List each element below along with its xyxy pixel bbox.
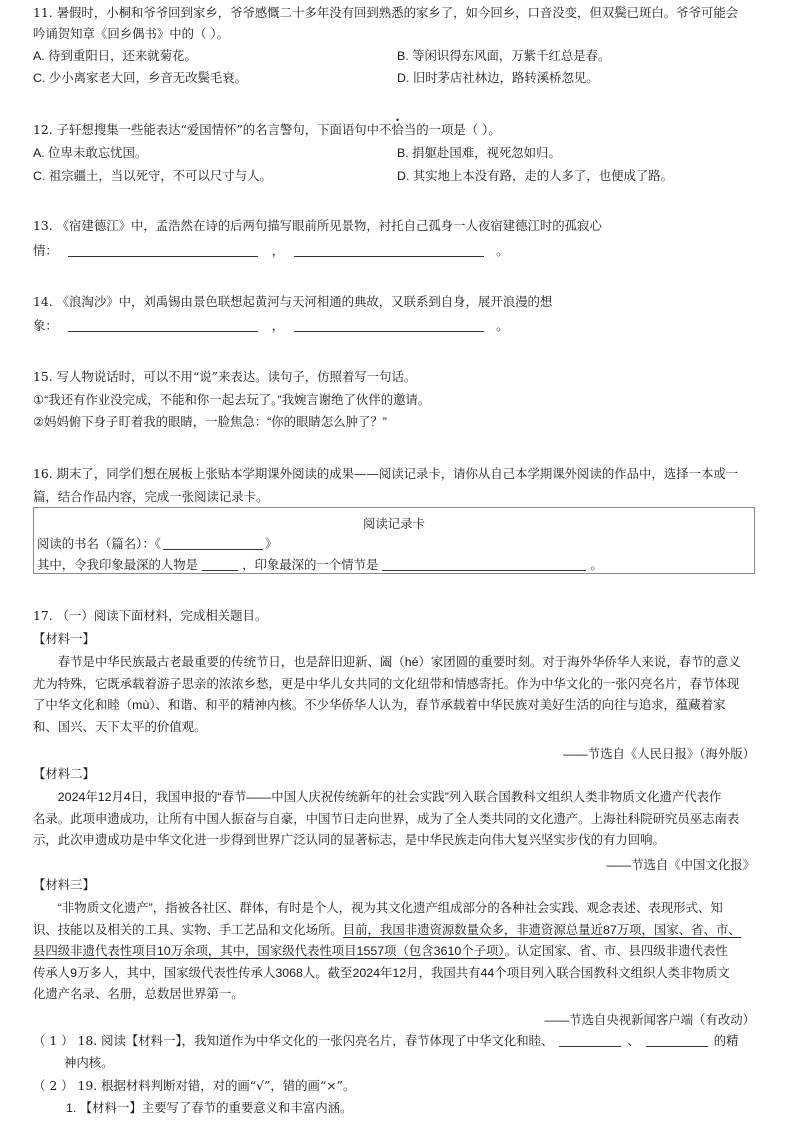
material-1-source: ——节选自《人民日报》（海外版） xyxy=(562,747,755,761)
material-3-line xyxy=(33,941,763,963)
q14-stem: 14. 《浪淘沙》中，刘禹锡由景色联想起黄河与天河相通的典故，又联系到自身，展开浪漫的想 xyxy=(33,294,553,309)
q14-lead: 象： xyxy=(33,318,58,333)
q15-sentence-1: ①“我还有作业没完成，不能和你一起去玩了。”我婉言谢绝了伙伴的邀请。 xyxy=(33,393,431,407)
q12-stem-emphasis: 不恰当 xyxy=(379,122,417,137)
reading-card-character-line xyxy=(37,555,603,573)
q13-stem: 13. 《宿建德江》中，孟浩然在诗的后两句描写眼前所见景物，衬托自己孤身一人夜宿建德江时的孤寂心 xyxy=(33,218,602,233)
material-3-line xyxy=(33,920,763,942)
material-3-underlined: 目前，我国非遗资源数量众多，非遗资源总量近87万项，国家、省、市、 xyxy=(342,922,741,937)
material-1-line: 和、国兴、天下太平的价值观。 xyxy=(33,719,207,734)
q11-option-a: A. 待到重阳日，还来就菊花。 xyxy=(33,49,197,63)
q12-stem xyxy=(33,122,501,138)
material-3-body xyxy=(33,898,763,1006)
q11-stem-line2: 吟诵贺知章《回乡偶书》中的（ ）。 xyxy=(33,26,229,41)
q11-option-c: C. 少小离家老大回，乡音无改鬓毛衰。 xyxy=(33,71,248,85)
material-1-title: 【材料一】 xyxy=(33,632,95,646)
q18-blank-1[interactable] xyxy=(559,1034,621,1047)
material-2-line: 示，此次申遗成功是中华文化进一步得到世界广泛认同的显著标志，是中华民族走向伟大复兴坚实步伐的有力回响。 xyxy=(33,833,665,847)
q11-option-d: D. 旧时茅店社林边，路转溪桥忽见。 xyxy=(397,71,599,85)
character-end: 。 xyxy=(590,558,603,572)
reading-card-book-line xyxy=(37,534,277,552)
q12-option-c: C. 祖宗疆土，当以死守，不可以尺寸与人。 xyxy=(33,169,272,183)
q13-separator: ， xyxy=(271,243,285,258)
material-1-line: 了中华文化和睦（mù）、和谐、和平的精神内核。不少华侨华人认为，春节承载着中华民族对美好生活的向往与追求，蕴藏着家 xyxy=(33,698,726,712)
q12-stem-pre: 12. 子轩想搜集一些能表达“爱国情怀”的名言警句，下面语句中 xyxy=(33,122,380,137)
q11-stem-line1: 11. 暑假时，小桐和爷爷回到家乡，爷爷感慨二十多年没有回到熟悉的家乡了，如今回乡，口音没变，但双鬓已斑白。爷爷可能会 xyxy=(33,5,739,20)
q18-stem-end: 的精 xyxy=(713,1033,739,1048)
q14-end: 。 xyxy=(496,318,509,333)
q19-stem: （ 2 ） 19. 根据材料判断对错，对的画“√”，错的画“×”。 xyxy=(33,1078,356,1093)
q13-lead: 情： xyxy=(33,243,58,258)
material-2-body xyxy=(33,787,763,852)
q16-stem-line1: 16. 期末了，同学们想在展板上张贴本学期课外阅读的成果——阅读记录卡，请你从自己本学期课外阅读的作品中，选择一本或一 xyxy=(33,466,739,481)
q15-sentence-2: ②妈妈俯下身子盯着我的眼睛，一脸焦急：“你的眼睛怎么肿了？” xyxy=(33,415,387,429)
q18-line1 xyxy=(33,1033,739,1049)
book-label: 阅读的书名（篇名）：《 xyxy=(37,537,161,551)
book-close: 》 xyxy=(264,537,278,551)
character-blank[interactable] xyxy=(202,558,238,571)
q14-answer-line xyxy=(33,318,508,334)
q18-stem: （ 1 ） 18. 阅读【材料一】，我知道作为中华文化的一张闪亮名片，春节体现了中华文化和睦、 xyxy=(33,1033,554,1048)
material-2-line: 2024年12月4日，我国申报的“春节——中国人庆祝传统新年的社会实践”列入联合国教科文组织人类非物质文化遗产代表作 xyxy=(33,790,722,804)
q12-stem-post: 的一项是（ ）。 xyxy=(416,122,501,137)
q13-end: 。 xyxy=(496,243,509,258)
book-title-blank[interactable] xyxy=(163,537,263,550)
material-3-text: 识、技能以及相关的工具、实物、手工艺品和文化场所。 xyxy=(33,922,343,937)
material-3-line: “非物质文化遗产”，指被各社区、群体，有时是个人，视为其文化遗产组成部分的各种社会实践、观念表述、表现形式、知 xyxy=(33,901,723,915)
q13-answer-line xyxy=(33,243,508,259)
material-3-underlined: 县四级非遗代表性项目10万余项，其中，国家级代表性项目1557项（包含3610个子项） xyxy=(33,944,505,958)
q15-stem: 15. 写人物说话时，可以不用“说”来表达。读句子，仿照着写一句话。 xyxy=(33,369,417,384)
plot-blank[interactable] xyxy=(382,558,586,571)
q13-blank-1[interactable] xyxy=(68,244,258,257)
q11-option-b: B. 等闲识得东风面，万紫千红总是春。 xyxy=(397,49,611,63)
q18-blank-2[interactable] xyxy=(646,1034,708,1047)
q14-blank-1[interactable] xyxy=(68,319,258,332)
q14-separator: ， xyxy=(271,318,285,333)
material-1-line: 春节是中华民族最古老最重要的传统节日，也是辞旧迎新、阖（hé）家团圆的重要时刻。对于海外华侨华人来说，春节的意义 xyxy=(33,655,741,669)
material-3-text: 。认定国家、省、市、县四级非遗代表性 xyxy=(504,944,728,958)
material-2-line: 名录。此项申遗成功，让所有中国人振奋与自豪，中国节日走向世界，成为了全人类共同的文化遗产。上海社科院研究员巫志南表 xyxy=(33,811,740,826)
q13-blank-2[interactable] xyxy=(294,244,484,257)
material-2-title: 【材料二】 xyxy=(33,767,95,781)
material-3-title: 【材料三】 xyxy=(33,878,95,892)
material-2-source: ——节选自《中国文化报》 xyxy=(606,858,755,872)
q16-stem-line2: 篇，结合作品内容，完成一张阅读记录卡。 xyxy=(33,489,269,504)
q19-item-1: 1. 【材料一】主要写了春节的重要意义和丰富内涵。 xyxy=(66,1101,353,1115)
q18-separator: 、 xyxy=(627,1033,640,1048)
q17-stem: 17. （一）阅读下面材料，完成相关题目。 xyxy=(33,608,268,623)
q18-line2: 神内核。 xyxy=(64,1055,114,1070)
q14-blank-2[interactable] xyxy=(294,319,484,332)
material-3-source: ——节选自央视新闻客户端（有改动） xyxy=(544,1013,755,1027)
material-3-line: 化遗产名录、名册，总数居世界第一。 xyxy=(33,987,244,1001)
reading-card-title: 阅读记录卡 xyxy=(363,517,425,531)
material-3-line: 传承人9万多人，其中，国家级代表性传承人3068人。截至2024年12月，我国共有44个项目列入联合国教科文组织人类非物质文 xyxy=(33,965,730,980)
q12-option-b: B. 捐躯赴国难，视死忽如归。 xyxy=(397,146,561,160)
plot-label: ，印象最深的一个情节是 xyxy=(242,558,379,572)
material-1-body xyxy=(33,652,763,738)
q12-option-d: D. 其实地上本没有路，走的人多了，也便成了路。 xyxy=(397,169,674,183)
character-label: 其中，令我印象最深的人物是 xyxy=(37,558,199,572)
material-1-line: 尤为特殊，它既承载着游子思亲的浓浓乡愁，更是中华儿女共同的文化纽带和情感寄托。作为中华文化的一张闪亮名片，春节体现 xyxy=(33,676,740,691)
q12-option-a: A. 位卑未敢忘忧国。 xyxy=(33,146,148,160)
reading-record-card xyxy=(33,507,755,574)
